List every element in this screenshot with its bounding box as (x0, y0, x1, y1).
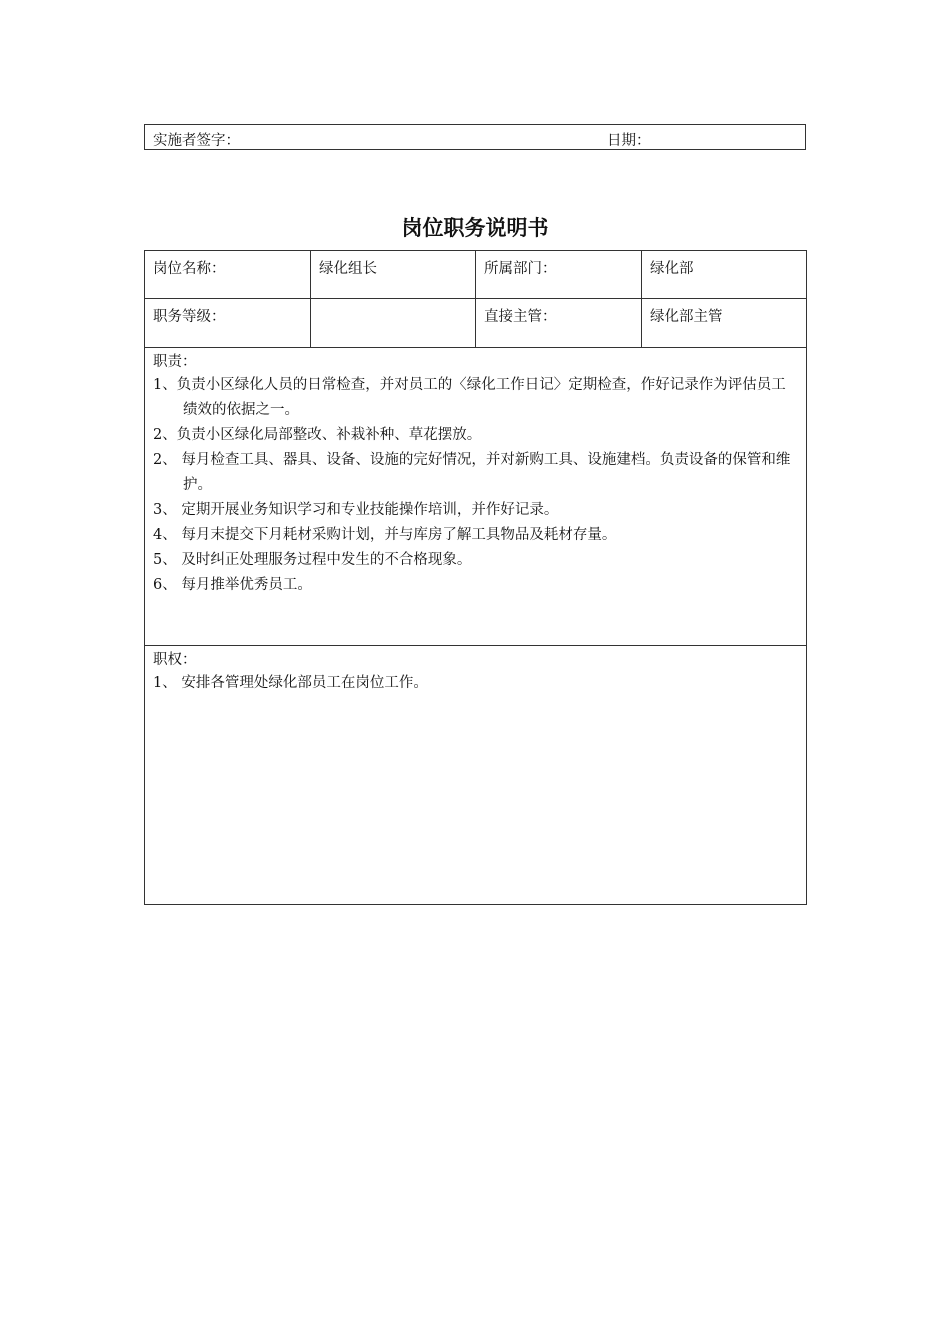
form-row-position (145, 251, 806, 299)
duty-item: 4、 每月末提交下月耗材采购计划，并与库房了解工具物品及耗材存量。 (153, 527, 617, 543)
department-value: 绿化部 (650, 261, 694, 277)
position-name-label: 岗位名称： (145, 251, 311, 298)
date-label: 日期： (607, 133, 651, 149)
duties-section (145, 348, 806, 646)
duty-item: 1、负责小区绿化人员的日常检查，并对员工的〈绿化工作日记〉定期检查，作好记录作为评估员工绩效的依据之一。 (153, 377, 786, 418)
position-name-value: 绿化组长 (311, 251, 476, 298)
duty-item: 3、 定期开展业务知识学习和专业技能操作培训，并作好记录。 (153, 502, 559, 518)
powers-section (145, 646, 806, 904)
department-label: 所属部门： (476, 251, 642, 298)
duty-item: 6、 每月推举优秀员工。 (153, 577, 312, 593)
signature-box (144, 124, 806, 150)
supervisor-label: 直接主管： (476, 299, 642, 347)
duty-item: 2、负责小区绿化局部整改、补栽补种、草花摆放。 (153, 427, 482, 443)
grade-value (311, 299, 476, 347)
powers-label: 职权： (153, 652, 197, 668)
grade-label: 职务等级： (145, 299, 311, 347)
implementer-signature-label: 实施者签字： (153, 133, 240, 149)
powers-list (153, 671, 798, 696)
duty-item: 2、 每月检查工具、器具、设备、设施的完好情况，并对新购工具、设施建档。负责设备的保管和维护。 (153, 452, 791, 493)
form-row-grade (145, 299, 806, 348)
duty-item: 5、 及时纠正处理服务过程中发生的不合格现象。 (153, 552, 472, 568)
supervisor-value: 绿化部主管 (650, 309, 723, 325)
power-item: 1、 安排各管理处绿化部员工在岗位工作。 (153, 675, 428, 691)
document-title: 岗位职务说明书 (401, 216, 549, 240)
duties-list (153, 373, 798, 598)
job-description-form (144, 250, 807, 905)
duties-label: 职责： (153, 354, 197, 370)
